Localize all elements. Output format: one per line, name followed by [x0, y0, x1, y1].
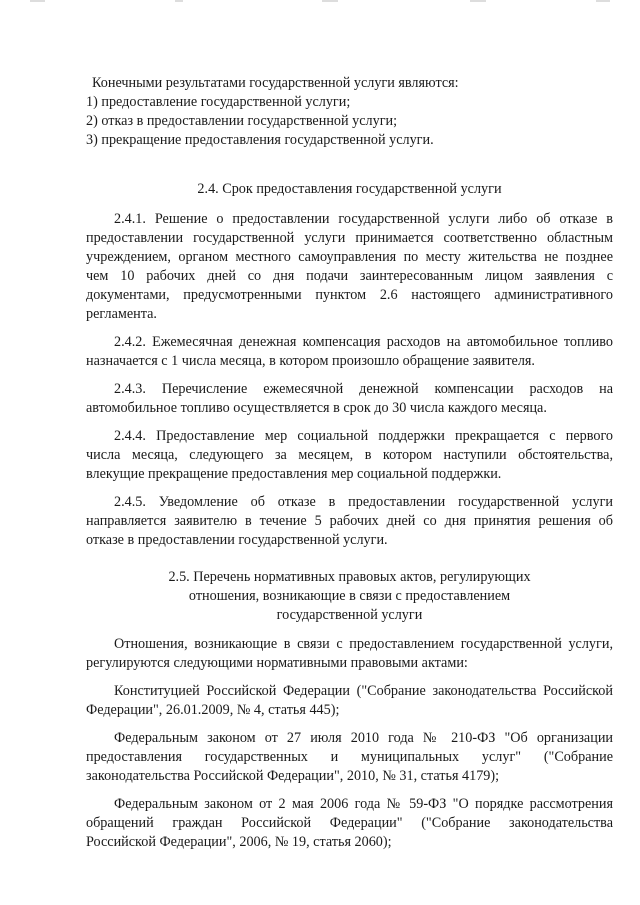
paragraph [86, 682, 613, 720]
paragraph-line: направляется заявителю в течение 5 рабочих дней со дня принятия решения об [86, 513, 613, 529]
paragraph-line: назначается с 1 числа месяца, в котором произошло обращение заявителя. [86, 353, 535, 369]
paragraph-line: числа месяца, следующего за месяцем, в котором наступили обстоятельства, [86, 447, 613, 463]
paragraph [86, 493, 613, 550]
document-body [86, 74, 613, 861]
section-2-5-body [86, 635, 613, 852]
paragraph-line: автомобильное топливо осуществляется в срок до 30 числа каждого месяца. [86, 400, 547, 416]
paragraph-line: отказе в предоставлении государственной услуги. [86, 532, 388, 548]
results-intro: Конечными результатами государственной услуги являются: [92, 75, 459, 91]
results-item: 3) прекращение предоставления государственной услуги. [86, 132, 434, 148]
paragraph-line: законодательства Российской Федерации", 2010, № 31, статья 4179); [86, 768, 500, 784]
paragraph [86, 795, 613, 852]
paragraph-line: регулируются следующими нормативными правовыми актами: [86, 655, 468, 671]
paragraph-line: Российской Федерации", 2006, № 19, статья 2060); [86, 834, 392, 850]
paragraph-line: 2.4.2. Ежемесячная денежная компенсация расходов на автомобильное топливо [114, 334, 613, 350]
paragraph [86, 210, 613, 324]
paragraph-line: учреждением, органом местного самоуправления по месту жительства не позднее [86, 249, 613, 265]
paragraph-line: предоставлении государственной услуги принимается соответственно областным [86, 230, 613, 246]
paragraph-line: 2.4.4. Предоставление мер социальной поддержки прекращается с первого [114, 428, 613, 444]
paragraph [86, 380, 613, 418]
paragraph-line: регламента. [86, 306, 157, 322]
results-item: 1) предоставление государственной услуги; [86, 94, 351, 110]
paragraph-line: 2.4.5. Уведомление об отказе в предоставлении государственной услуги [114, 494, 613, 510]
paragraph-line: Федеральным законом от 27 июля 2010 года № 210-ФЗ "Об организации [114, 730, 613, 746]
paragraph-line: влекущие прекращение предоставления мер социальной поддержки. [86, 466, 502, 482]
paragraph [86, 635, 613, 673]
paragraph-line: Конституцией Российской Федерации ("Собрание законодательства Российской [114, 683, 613, 699]
paragraph [86, 729, 613, 786]
scan-edge-marks [0, 0, 640, 4]
paragraph-line: чем 10 рабочих дней со дня подачи заинтересованным лицом заявления с [86, 268, 613, 284]
paragraph-line: Федеральным законом от 2 мая 2006 года № 59-ФЗ "О порядке рассмотрения [114, 796, 613, 812]
paragraph-line: обращений граждан Российской Федерации" ("Собрание законодательства [86, 815, 613, 831]
section-2-4-body [86, 210, 613, 550]
paragraph-line: Отношения, возникающие в связи с предоставлением государственной услуги, [114, 636, 613, 652]
section-heading-line: государственной услуги [276, 607, 423, 623]
section-heading-line: отношения, возникающие в связи с предоставлением [188, 588, 511, 604]
section-heading-2-4: 2.4. Срок предоставления государственной услуги [197, 181, 502, 197]
section-heading-2-5 [86, 568, 613, 625]
paragraph-line: документами, предусмотренными пунктом 2.6 настоящего административного [86, 287, 613, 303]
results-item: 2) отказ в предоставлении государственной услуги; [86, 113, 398, 129]
paragraph-line: 2.4.3. Перечисление ежемесячной денежной компенсации расходов на [114, 381, 613, 397]
paragraph-line: 2.4.1. Решение о предоставлении государственной услуги либо об отказе в [114, 211, 613, 227]
results-list [86, 74, 613, 150]
paragraph-line: Федерации", 26.01.2009, № 4, статья 445); [86, 702, 340, 718]
paragraph [86, 333, 613, 371]
paragraph [86, 427, 613, 484]
paragraph-line: предоставления государственных и муниципальных услуг" ("Собрание [86, 749, 613, 765]
section-heading-line: 2.5. Перечень нормативных правовых актов, регулирующих [168, 569, 531, 585]
